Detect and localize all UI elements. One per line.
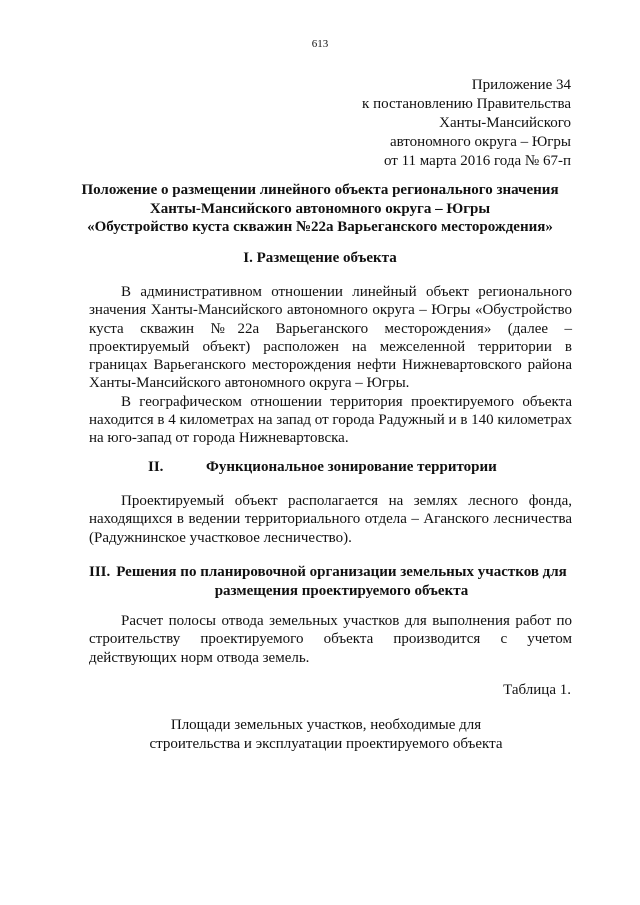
section-3-body xyxy=(89,612,572,667)
section-title-line: Решения по планировочной организации земельных участков для xyxy=(116,564,567,580)
section-number: II. xyxy=(148,459,164,475)
caption-line: строительства и эксплуатации проектируемого объекта xyxy=(149,736,503,752)
page-number: 613 xyxy=(311,38,329,50)
table-caption xyxy=(0,716,640,754)
section-title: Функциональное зонирование территории xyxy=(206,459,497,475)
section-2-heading xyxy=(148,459,558,476)
section-1-body xyxy=(89,283,572,448)
caption-line: Площади земельных участков, необходимые для xyxy=(170,717,482,733)
title-line: Ханты-Мансийского автономного округа – Югры xyxy=(149,200,491,217)
appendix-line: Ханты-Мансийского xyxy=(439,115,571,131)
paragraph: В административном отношении линейный объект регионального значения Ханты-Мансийского автономного округа – Югры «Обустройство куста скважин №22а Варьеганского месторождения» (далее – проектируемый объект) расположен на межселенной территории в границах Варьеганского месторождения нефти Нижневартовского района Ханты-Мансийского автономного округа – Югры. xyxy=(89,284,572,392)
title-line: «Обустройство куста скважин №22а Варьеганского месторождения» xyxy=(87,219,553,235)
section-number: III. xyxy=(89,564,111,580)
table-label: Таблица 1. xyxy=(503,682,571,698)
appendix-line: автономного округа – Югры xyxy=(389,134,571,150)
paragraph: Проектируемый объект располагается на землях лесного фонда, находящихся в ведении территориального отдела – Аганского лесничества (Радужнинское участковое лесничество). xyxy=(89,493,572,546)
paragraph: Расчет полосы отвода земельных участков для выполнения работ по строительству проектируемого объекта производится с учетом действующих норм отвода земель. xyxy=(89,613,572,666)
paragraph: В географическом отношении территория проектируемого объекта находится в 4 километрах на запад от города Радужный и в 140 километрах на юго-запад от города Нижневартовска. xyxy=(89,393,572,447)
section-1-heading: I. Размещение объекта xyxy=(243,250,397,266)
appendix-block xyxy=(362,76,571,171)
document-title xyxy=(60,181,580,237)
section-title-line: размещения проектируемого объекта xyxy=(214,582,469,599)
appendix-line: к постановлению Правительства xyxy=(362,96,571,112)
section-2-body xyxy=(89,492,572,547)
appendix-line: от 11 марта 2016 года № 67-п xyxy=(383,153,571,169)
title-line: Положение о размещении линейного объекта регионального значения xyxy=(81,182,559,198)
section-3-heading xyxy=(89,563,572,600)
appendix-line: Приложение 34 xyxy=(471,77,571,93)
